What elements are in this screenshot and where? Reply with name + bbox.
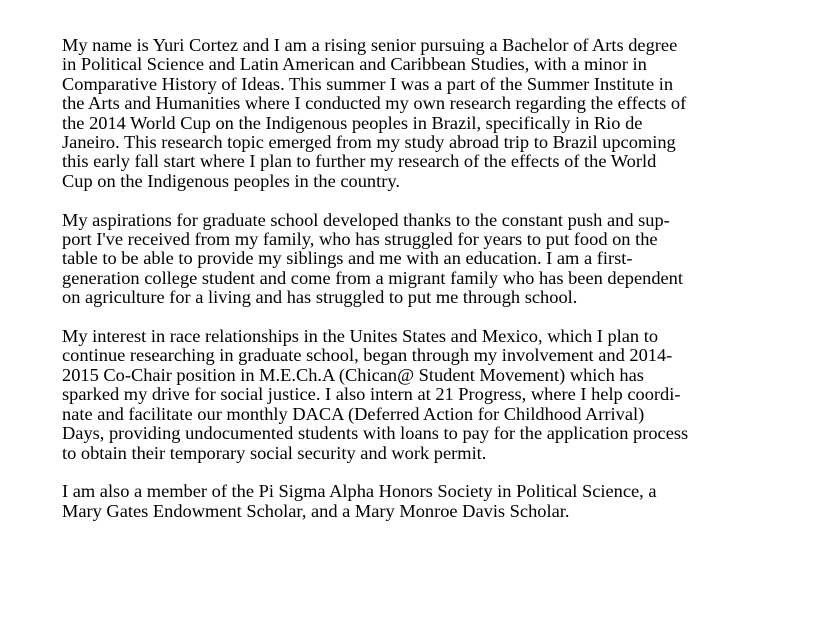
text-line: port I've received from my family, who has struggled for years to put food on the bbox=[62, 229, 658, 250]
document-body bbox=[62, 36, 782, 541]
text-line: the 2014 World Cup on the Indigenous peoples in Brazil, specifically in Rio de bbox=[62, 112, 643, 133]
text-line: nate and facilitate our monthly DACA (Deferred Action for Childhood Arrival) bbox=[62, 403, 645, 424]
paragraph-aspirations bbox=[62, 211, 782, 308]
text-line: generation college student and come from a migrant family who has been dependent bbox=[62, 267, 683, 288]
text-line: My interest in race relationships in the Unites States and Mexico, which I plan to bbox=[62, 326, 659, 347]
text-line: My aspirations for graduate school developed thanks to the constant push and sup- bbox=[62, 209, 670, 230]
paragraph-honors bbox=[62, 482, 782, 521]
text-line: in Political Science and Latin American and Caribbean Studies, with a minor in bbox=[62, 54, 647, 75]
text-line: Comparative History of Ideas. This summer I was a part of the Summer Institute in bbox=[62, 73, 674, 94]
text-line: table to be able to provide my siblings and me with an education. I am a first- bbox=[62, 248, 633, 269]
text-line: continue researching in graduate school, began through my involvement and 2014- bbox=[62, 345, 673, 366]
paragraph-interests bbox=[62, 327, 782, 463]
paragraph-introduction bbox=[62, 36, 782, 191]
text-line: Mary Gates Endowment Scholar, and a Mary Monroe Davis Scholar. bbox=[62, 500, 570, 521]
text-line: Janeiro. This research topic emerged from my study abroad trip to Brazil upcoming bbox=[62, 132, 676, 153]
text-line: the Arts and Humanities where I conducted my own research regarding the effects of bbox=[62, 93, 687, 114]
text-line: to obtain their temporary social security and work permit. bbox=[62, 442, 487, 463]
text-line: 2015 Co-Chair position in M.E.Ch.A (Chican@ Student Movement) which has bbox=[62, 364, 644, 385]
text-line: My name is Yuri Cortez and I am a rising senior pursuing a Bachelor of Arts degree bbox=[62, 35, 678, 55]
text-line: Days, providing undocumented students with loans to pay for the application process bbox=[62, 423, 689, 444]
text-line: this early fall start where I plan to further my research of the effects of the World bbox=[62, 151, 657, 172]
text-line: Cup on the Indigenous peoples in the country. bbox=[62, 170, 400, 191]
text-line: sparked my drive for social justice. I also intern at 21 Progress, where I help coordi- bbox=[62, 384, 681, 405]
text-line: on agriculture for a living and has struggled to put me through school. bbox=[62, 287, 578, 308]
text-line: I am also a member of the Pi Sigma Alpha Honors Society in Political Science, a bbox=[62, 481, 657, 502]
